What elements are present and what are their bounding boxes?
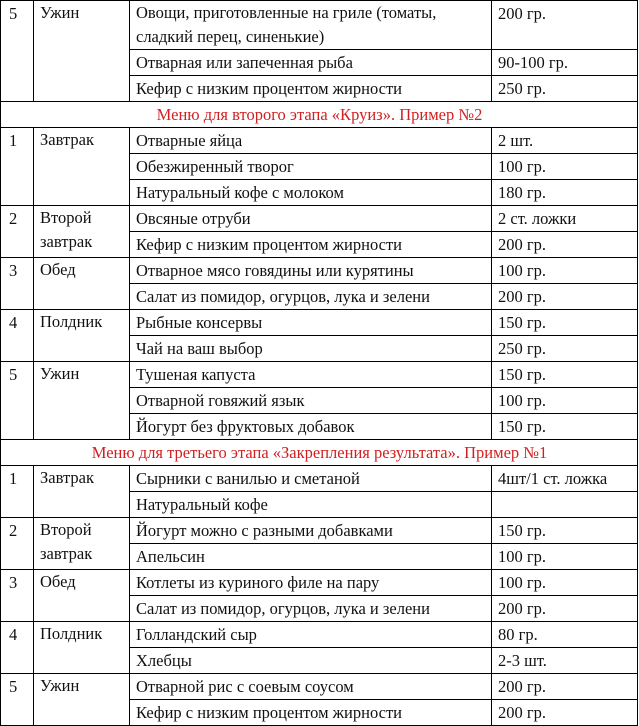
menu-row (1, 1, 638, 50)
dish-quantity: 200 гр. (492, 700, 638, 726)
dish-quantity: 150 гр. (492, 518, 638, 544)
menu-row (1, 310, 638, 336)
menu-row (1, 206, 638, 232)
dish-quantity: 100 гр. (492, 154, 638, 180)
menu-table-body (1, 1, 638, 726)
dish-name: Обезжиренный творог (130, 154, 492, 180)
dish-quantity: 250 гр. (492, 336, 638, 362)
dish-name: Кефир с низким процентом жирности (130, 700, 492, 726)
meal-name: Завтрак (34, 466, 130, 518)
section-header: Меню для третьего этапа «Закрепления результата». Пример №1 (1, 440, 638, 466)
dish-quantity: 2 ст. ложки (492, 206, 638, 232)
meal-name: Полдник (34, 622, 130, 674)
dish-quantity: 250 гр. (492, 76, 638, 102)
section-header-row (1, 102, 638, 128)
dish-name: Отварной рис с соевым соусом (130, 674, 492, 700)
dish-quantity: 150 гр. (492, 414, 638, 440)
dish-name: Натуральный кофе с молоком (130, 180, 492, 206)
meal-number: 2 (1, 518, 34, 570)
dish-name: Хлебцы (130, 648, 492, 674)
meal-name: Обед (34, 570, 130, 622)
meal-number: 5 (1, 674, 34, 726)
meal-number: 5 (1, 1, 34, 102)
dish-name: Йогурт без фруктовых добавок (130, 414, 492, 440)
dish-quantity: 2 шт. (492, 128, 638, 154)
dish-quantity: 150 гр. (492, 362, 638, 388)
dish-quantity: 2-3 шт. (492, 648, 638, 674)
dish-name: Кефир с низким процентом жирности (130, 232, 492, 258)
dish-quantity: 100 гр. (492, 258, 638, 284)
dish-name: Голландский сыр (130, 622, 492, 648)
dish-name: Чай на ваш выбор (130, 336, 492, 362)
meal-name: Обед (34, 258, 130, 310)
dish-name: Сырники с ванилью и сметаной (130, 466, 492, 492)
dish-quantity (492, 492, 638, 518)
dish-quantity: 100 гр. (492, 570, 638, 596)
dish-name: Натуральный кофе (130, 492, 492, 518)
dish-name: Апельсин (130, 544, 492, 570)
meal-number: 1 (1, 128, 34, 206)
dish-name: Кефир с низким процентом жирности (130, 76, 492, 102)
dish-name: Йогурт можно с разными добавками (130, 518, 492, 544)
meal-name: Ужин (34, 674, 130, 726)
meal-number: 2 (1, 206, 34, 258)
dish-quantity: 200 гр. (492, 674, 638, 700)
menu-row (1, 362, 638, 388)
dish-quantity: 100 гр. (492, 388, 638, 414)
meal-number: 1 (1, 466, 34, 518)
meal-name: Полдник (34, 310, 130, 362)
section-header: Меню для второго этапа «Круиз». Пример №2 (1, 102, 638, 128)
dish-name: Отварные яйца (130, 128, 492, 154)
dish-quantity: 90-100 гр. (492, 50, 638, 76)
menu-row (1, 674, 638, 700)
meal-name: Второй завтрак (34, 206, 130, 258)
dish-name: Салат из помидор, огурцов, лука и зелени (130, 596, 492, 622)
menu-row (1, 570, 638, 596)
meal-number: 4 (1, 310, 34, 362)
dish-quantity: 4шт/1 ст. ложка (492, 466, 638, 492)
dish-quantity: 200 гр. (492, 1, 638, 50)
dish-name: Отварное мясо говядины или курятины (130, 258, 492, 284)
menu-row (1, 466, 638, 492)
dish-name: Салат из помидор, огурцов, лука и зелени (130, 284, 492, 310)
meal-number: 3 (1, 570, 34, 622)
meal-name: Завтрак (34, 128, 130, 206)
dish-name: Овсяные отруби (130, 206, 492, 232)
dish-name: Котлеты из куриного филе на пару (130, 570, 492, 596)
meal-name: Ужин (34, 1, 130, 102)
dish-name: Отварная или запеченная рыба (130, 50, 492, 76)
dish-quantity: 100 гр. (492, 544, 638, 570)
dish-quantity: 150 гр. (492, 310, 638, 336)
menu-row (1, 258, 638, 284)
dish-quantity: 200 гр. (492, 284, 638, 310)
dish-quantity: 200 гр. (492, 596, 638, 622)
meal-number: 4 (1, 622, 34, 674)
menu-row (1, 518, 638, 544)
meal-number: 5 (1, 362, 34, 440)
section-header-row (1, 440, 638, 466)
dish-name: Отварной говяжий язык (130, 388, 492, 414)
meal-name: Второй завтрак (34, 518, 130, 570)
dish-name: Рыбные консервы (130, 310, 492, 336)
dish-name: Овощи, приготовленные на гриле (томаты, сладкий перец, синенькие) (130, 1, 492, 50)
dish-name: Тушеная капуста (130, 362, 492, 388)
dish-quantity: 80 гр. (492, 622, 638, 648)
meal-number: 3 (1, 258, 34, 310)
meal-name: Ужин (34, 362, 130, 440)
menu-row (1, 622, 638, 648)
dish-quantity: 200 гр. (492, 232, 638, 258)
dish-quantity: 180 гр. (492, 180, 638, 206)
menu-row (1, 128, 638, 154)
